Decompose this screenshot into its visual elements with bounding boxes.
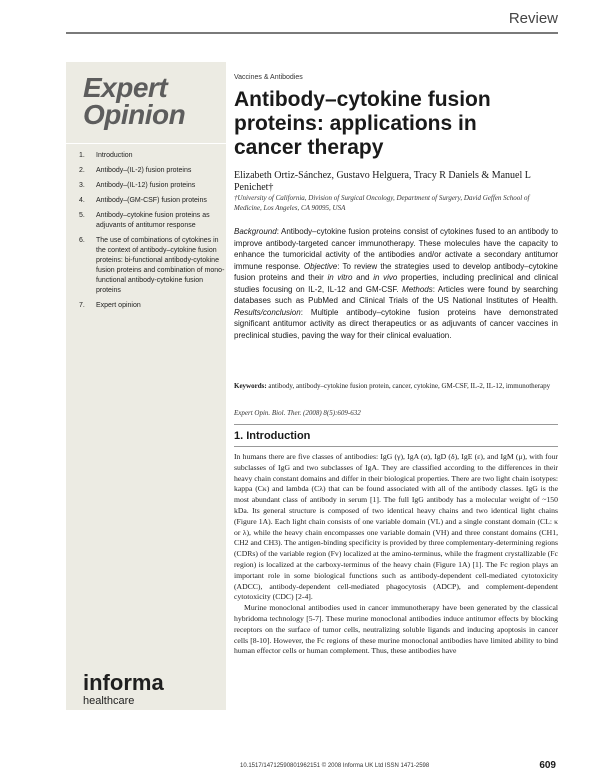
footer-doi: 10.1517/14712590801962151 © 2008 Informa UK Ltd ISSN 1471-2598 <box>240 763 430 769</box>
top-rule <box>66 32 558 34</box>
journal-logo-line1: Expert <box>83 72 168 103</box>
section-review-label: Review <box>508 10 558 27</box>
intro-body <box>234 452 558 657</box>
intro-heading: 1. Introduction <box>234 430 311 442</box>
toc-item[interactable]: 5. Antibody–cytokine fusion proteins as adjuvants of antitumor response <box>79 212 210 229</box>
table-of-contents <box>79 151 225 316</box>
keywords: Keywords: antibody, antibody–cytokine fusion protein, cancer, cytokine, GM-CSF, IL-2, IL-12, immunotherapy <box>234 382 551 390</box>
logo-divider <box>66 143 226 144</box>
section-divider <box>234 446 558 447</box>
toc-item[interactable]: 4. Antibody–(GM-CSF) fusion proteins <box>79 197 207 204</box>
article-title: Antibody–cytokine fusion proteins: applications in cancer therapy <box>234 88 491 159</box>
authors: Elizabeth Ortiz-Sánchez, Gustavo Helguera, Tracy R Daniels & Manuel L Penichet† <box>234 170 531 193</box>
toc-item[interactable]: 6. The use of combinations of cytokines in the context of antibody–cytokine fusion proteins: bi-functional antibody-cytokine fusion proteins and combination of mono-functional antibody-cytokine fusion proteins <box>79 237 225 294</box>
section-tag: Vaccines & Antibodies <box>234 74 303 81</box>
citation: Expert Opin. Biol. Ther. (2008) 8(5):609-632 <box>234 409 361 417</box>
toc-item[interactable]: 7. Expert opinion <box>79 302 141 309</box>
journal-logo-line2: Opinion <box>83 99 186 130</box>
publisher-subtitle: healthcare <box>83 695 135 707</box>
paragraph: Murine monoclonal antibodies used in cancer immunotherapy have been generated by the classical hybridoma technology [5-7]. These murine monoclonal antibodies induce antitumor effects by blocking receptors on the surface of tumor cells, neutralizing soluble ligands and inducing apoptosis in cancer cells [8-10]. However, the Fc regions of these murine monoclonal antibodies have limited ability to bind human effector cells or human complement. Thus, these antibodies have <box>234 603 558 656</box>
toc-item[interactable]: 3. Antibody–(IL-12) fusion proteins <box>79 182 196 189</box>
toc-item[interactable]: 2. Antibody–(IL-2) fusion proteins <box>79 167 192 174</box>
affiliation: †University of California, Division of Surgical Oncology, Department of Surgery, David Geffen School of Medicine, Los Angeles, CA 90095, USA <box>234 194 530 212</box>
publisher-logo: informa <box>83 670 164 695</box>
page-number: 609 <box>539 760 556 771</box>
toc-item[interactable]: 1. Introduction <box>79 152 133 159</box>
paragraph: In humans there are five classes of antibodies: IgG (γ), IgA (α), IgD (δ), IgE (ε), and IgM (μ), with four subclasses of IgG and two subclasses of IgA. They are classified according to the differences in their heavy chain constant domains and differ in their biological properties. There are two light chain isotypes: kappa (Cκ) and lambda (Cλ) that can be found associated with all of the antibody classes. IgG is the most abundant class of antibody in serum [1]. The full IgG antibody has a molecular weight of ~150 kDa. Its general structure is composed of two identical heavy chains and two identical light chains (Figure 1A). Each light chain consists of one variable domain (VL) and a single constant domain (CL: κ or λ), while the heavy chain encompasses one variable domain (VH) and three constant domains (CH1, CH2 and CH3). The antigen-binding specificity is provided by three complementary-determining regions (CDRs) of the variable region (Fv) localized at the amino-terminus, while the fragment crystallizable (Fc region) is localized at the carboxy-terminus of the heavy chain (Figure 1A) [1]. The Fc region plays an important role in some biological functions such as antibody-dependent cell-mediated cytotoxicity (ADCC), antibody-dependent cell-mediated phagocytosis (ADCP), and complement-dependent cytotoxicity (CDC) [2-4]. <box>234 452 558 602</box>
section-divider <box>234 424 558 425</box>
abstract: Background: Antibody–cytokine fusion proteins consist of cytokines fused to an antibody to improve antibody-targeted cancer immunotherapy. These molecules have the capacity to enhance the tumoricidal activity of the antibodies and/or activate a secondary antitumor immune response. Objective: To review the strategies used to develop antibody–cytokine fusion proteins and their in vitro and in vivo properties, including preclinical and clinical studies focusing on IL-2, IL-12 and GM-CSF. Methods: Articles were found by searching databases such as PubMed and Clinical Trials of the US National Institutes of Health. Results/conclusion: Multiple antibody–cytokine fusion proteins have demonstrated significant antitumor activity as direct therapeutics or as adjuvants of cancer vaccines in preclinical studies, paving the way for their clinical evaluation. <box>234 227 559 340</box>
